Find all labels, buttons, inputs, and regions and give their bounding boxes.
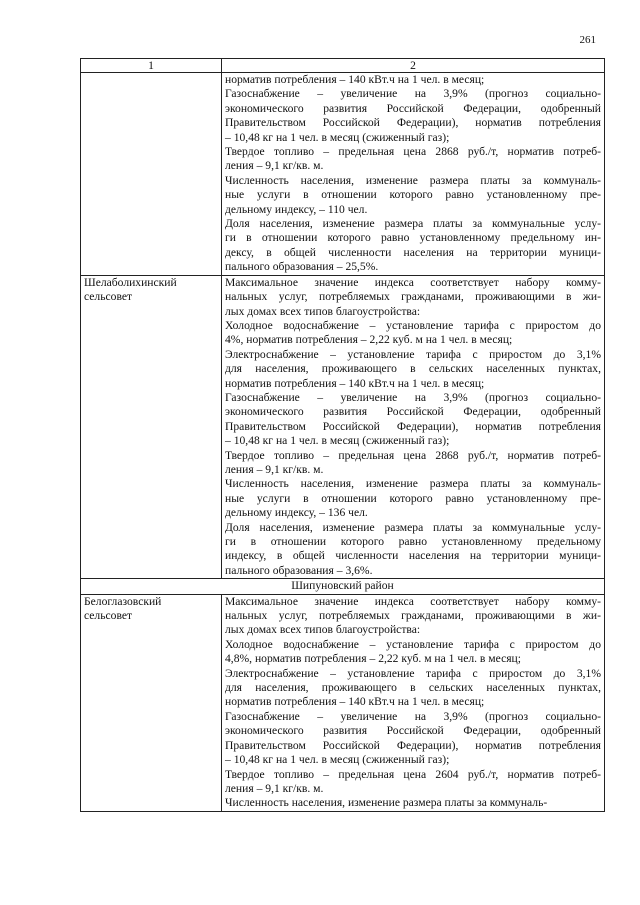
text-line: 4%, норматив потребления – 2,22 куб. м на 1 чел. в месяц; bbox=[225, 333, 513, 347]
text-line: Численность населения, изменение размера платы за коммуналь- bbox=[225, 477, 601, 491]
text-line: 4,8%, норматив потребления – 2,22 куб. м на 1 чел. в месяц; bbox=[225, 652, 521, 666]
paragraph bbox=[225, 319, 601, 348]
text-line: Численность населения, изменение размера платы за коммуналь- bbox=[225, 796, 548, 810]
description-cell bbox=[222, 594, 605, 811]
text-line: для населения, проживающего в сельских населенных пунктах, bbox=[225, 362, 601, 376]
paragraph bbox=[225, 73, 601, 87]
text-line: лых домах всех типов благоустройства: bbox=[225, 623, 421, 637]
text-line: экономического развития Российской Федерации, одобренный bbox=[225, 101, 601, 115]
text-line: – 10,48 кг на 1 чел. в месяц (сжиженный газ); bbox=[225, 434, 450, 448]
text-line: дексу, в общей численности населения на территории муници- bbox=[225, 245, 601, 259]
text-line: Твердое топливо – предельная цена 2604 руб./т, норматив потреб- bbox=[225, 767, 601, 781]
municipality-cell bbox=[81, 275, 222, 579]
municipality-cell bbox=[81, 73, 222, 276]
text-line: нальных услуг, потребляемых гражданами, проживающими в жи- bbox=[225, 609, 601, 623]
table-row bbox=[81, 73, 605, 276]
text-line: индексу, в общей численности населения на территории муници- bbox=[225, 549, 601, 563]
text-line: – 10,48 кг на 1 чел. в месяц (сжиженный газ); bbox=[225, 130, 450, 144]
text-line: Максимальное значение индекса соответствует набору комму- bbox=[225, 275, 601, 289]
description-cell bbox=[222, 275, 605, 579]
text-line: Правительством Российской Федерации), норматив потребления bbox=[225, 419, 601, 433]
municipality-name-line: Шелаболихинский bbox=[84, 275, 177, 289]
text-line: норматив потребления – 140 кВт.ч на 1 чел. в месяц; bbox=[225, 376, 485, 390]
column-header-2: 2 bbox=[222, 59, 605, 73]
municipality-cell bbox=[81, 594, 222, 811]
paragraph bbox=[225, 710, 601, 768]
text-line: Правительством Российской Федерации), норматив потребления bbox=[225, 738, 601, 752]
text-line: дельному индексу, – 136 чел. bbox=[225, 506, 368, 520]
paragraph bbox=[225, 796, 601, 810]
text-line: ные услуги в отношении которого равно установленному пре- bbox=[225, 188, 601, 202]
paragraph bbox=[225, 667, 601, 710]
description-cell bbox=[222, 73, 605, 276]
municipality-name-line: Белоглазовский bbox=[84, 594, 162, 608]
text-line: Правительством Российской Федерации), норматив потребления bbox=[225, 116, 601, 130]
paragraph bbox=[225, 391, 601, 449]
region-row bbox=[81, 579, 605, 594]
text-line: Максимальное значение индекса соответствует набору комму- bbox=[225, 594, 601, 608]
paragraph bbox=[225, 348, 601, 391]
municipality-name-line: сельсовет bbox=[84, 290, 133, 304]
table-row bbox=[81, 594, 605, 811]
text-line: экономического развития Российской Федерации, одобренный bbox=[225, 724, 601, 738]
text-line: Газоснабжение – увеличение на 3,9% (прогноз социально- bbox=[225, 390, 601, 404]
text-line: дельному индексу, – 110 чел. bbox=[225, 202, 368, 216]
paragraph bbox=[225, 521, 601, 579]
text-line: Численность населения, изменение размера платы за коммуналь- bbox=[225, 173, 601, 187]
paragraph bbox=[225, 276, 601, 319]
paragraph bbox=[225, 638, 601, 667]
paragraph bbox=[225, 768, 601, 797]
text-line: Доля населения, изменение размера платы за коммунальные услу- bbox=[225, 520, 601, 534]
text-line: Твердое топливо – предельная цена 2868 руб./т, норматив потреб- bbox=[225, 448, 601, 462]
text-line: Холодное водоснабжение – установление тарифа с приростом до bbox=[225, 318, 601, 332]
page-number: 261 bbox=[579, 34, 596, 46]
text-line: нальных услуг, потребляемых гражданами, проживающими в жи- bbox=[225, 290, 601, 304]
text-line: ления – 9,1 кг/кв. м. bbox=[225, 159, 324, 173]
paragraph bbox=[225, 145, 601, 174]
text-line: Газоснабжение – увеличение на 3,9% (прогноз социально- bbox=[225, 709, 601, 723]
text-line: – 10,48 кг на 1 чел. в месяц (сжиженный газ); bbox=[225, 753, 450, 767]
text-line: норматив потребления – 140 кВт.ч на 1 чел. в месяц; bbox=[225, 73, 485, 86]
text-line: ги в отношении которого равно установленному предельному bbox=[225, 535, 601, 548]
text-line: ления – 9,1 кг/кв. м. bbox=[225, 462, 324, 476]
text-line: Доля населения, изменение размера платы за коммунальные услу- bbox=[225, 217, 601, 231]
text-line: ления – 9,1 кг/кв. м. bbox=[225, 781, 324, 795]
table-row bbox=[81, 275, 605, 579]
text-line: Газоснабжение – увеличение на 3,9% (прогноз социально- bbox=[225, 87, 601, 101]
text-line: экономического развития Российской Федерации, одобренный bbox=[225, 405, 601, 419]
paragraph bbox=[225, 174, 601, 217]
indices-table bbox=[80, 58, 605, 812]
text-line: Твердое топливо – предельная цена 2868 руб./т, норматив потреб- bbox=[225, 145, 601, 159]
municipality-name-line: сельсовет bbox=[84, 609, 133, 623]
text-line: пального образования – 25,5%. bbox=[225, 260, 379, 274]
paragraph bbox=[225, 217, 601, 275]
region-heading: Шипуновский район bbox=[81, 579, 605, 594]
header-row bbox=[81, 59, 605, 73]
text-line: лых домах всех типов благоустройства: bbox=[225, 304, 421, 318]
column-header-1: 1 bbox=[81, 59, 222, 73]
text-line: Электроснабжение – установление тарифа с приростом до 3,1% bbox=[225, 666, 601, 680]
text-line: Электроснабжение – установление тарифа с приростом до 3,1% bbox=[225, 347, 601, 361]
text-line: норматив потребления – 140 кВт.ч на 1 чел. в месяц; bbox=[225, 695, 485, 709]
paragraph bbox=[225, 449, 601, 478]
text-line: для населения, проживающего в сельских населенных пунктах, bbox=[225, 681, 601, 695]
text-line: Холодное водоснабжение – установление тарифа с приростом до bbox=[225, 637, 601, 651]
paragraph bbox=[225, 595, 601, 638]
paragraph bbox=[225, 477, 601, 520]
text-line: ги в отношении которого равно установленному предельному ин- bbox=[225, 231, 601, 245]
paragraph bbox=[225, 87, 601, 145]
text-line: ные услуги в отношении которого равно установленному пре- bbox=[225, 491, 601, 505]
text-line: пального образования – 3,6%. bbox=[225, 563, 373, 577]
